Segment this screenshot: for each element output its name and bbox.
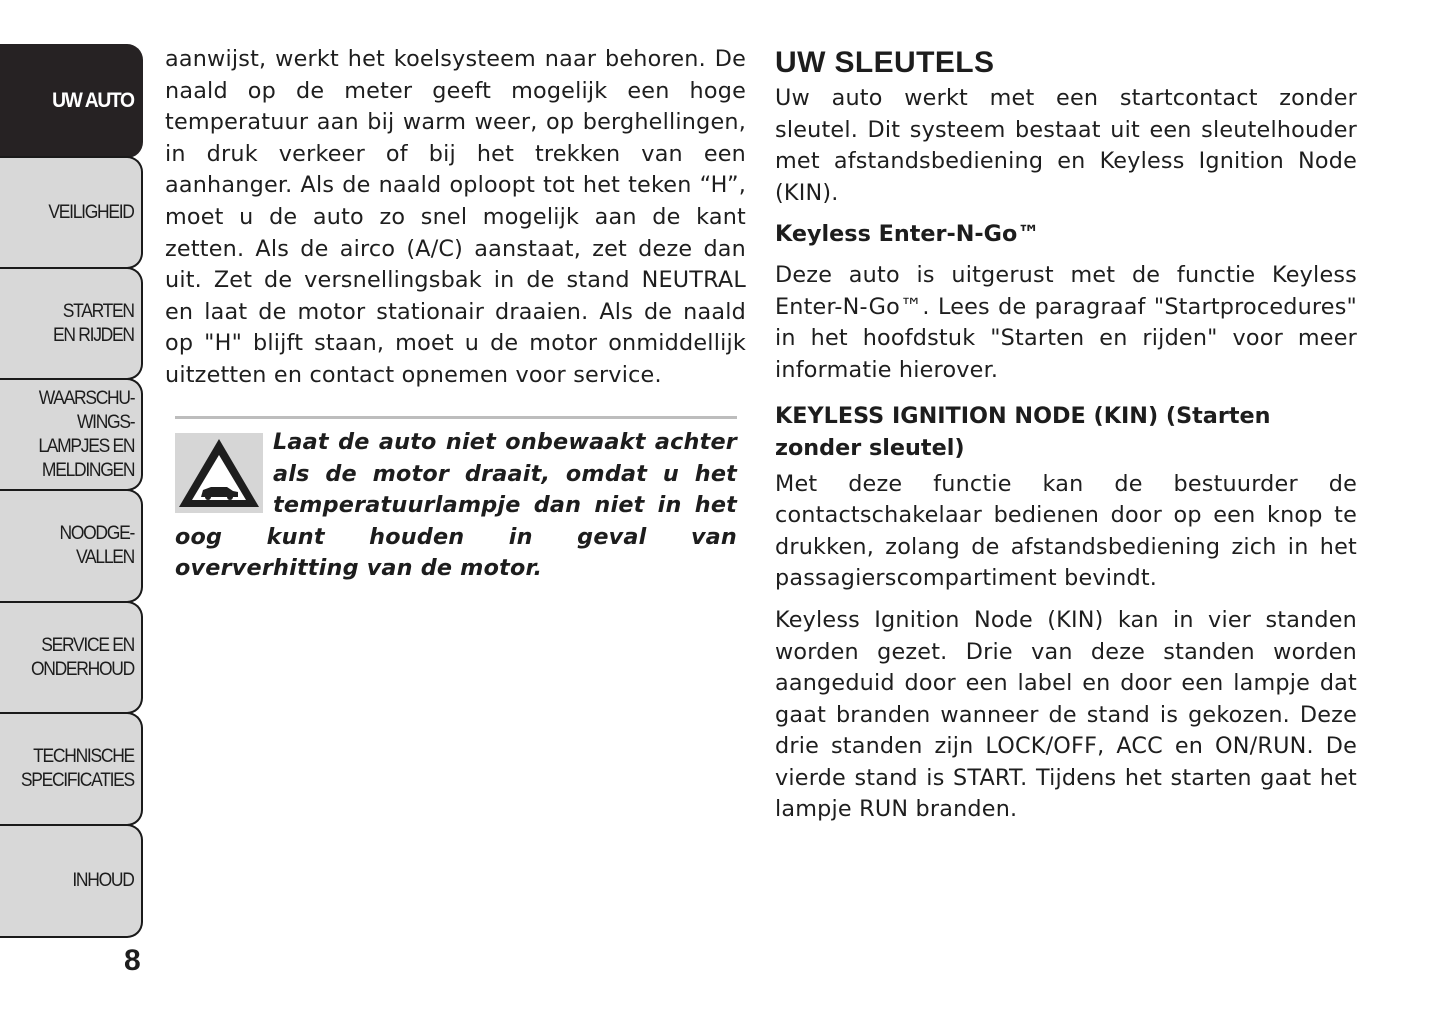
- page-number: 8: [124, 944, 141, 977]
- tab-label: SERVICE EN ONDERHOUD: [30, 634, 134, 680]
- keyless-paragraph: Deze auto is uitgerust met de functie Keyless Enter-N-Go™. Lees de paragraaf "Startprocedures" in het hoofdstuk "Starten en rijden" voor meer informatie hierover.: [775, 261, 1357, 383]
- subheading-keyless-enter-n-go: Keyless Enter-N-Go™: [775, 221, 1040, 248]
- warning-triangle-car-icon: [175, 433, 263, 513]
- tab-inhoud[interactable]: [0, 824, 143, 938]
- tab-label: STARTEN EN RIJDEN: [53, 300, 135, 346]
- tab-waarschuwingslampjes[interactable]: [0, 378, 143, 491]
- tab-label: VEILIGHEID: [48, 201, 134, 223]
- tab-label: UW AUTO: [52, 89, 134, 112]
- intro-paragraph: Uw auto werkt met een startcontact zonder sleutel. Dit systeem bestaat uit een sleutelhouder met afstandsbediening en Keyless Ignition Node (KIN).: [775, 85, 1357, 206]
- kin-paragraph: Met deze functie kan de bestuurder de contactschakelaar bedienen door op een knop te drukken, zolang de afstandsbediening zich in het passagierscompartiment bevindt.: [775, 470, 1357, 592]
- tab-technische-specificaties[interactable]: [0, 712, 143, 826]
- tab-uw-auto[interactable]: [0, 44, 143, 158]
- right-column: [775, 44, 1357, 826]
- tab-veiligheid[interactable]: [0, 156, 143, 269]
- tab-label: WAARSCHU- WINGS- LAMPJES EN MELDINGEN: [38, 387, 134, 481]
- tab-service-en-onderhoud[interactable]: [0, 601, 143, 714]
- tab-noodgevallen[interactable]: [0, 489, 143, 603]
- tab-label: TECHNISCHE SPECIFICATIES: [20, 746, 134, 791]
- left-column: [165, 44, 746, 392]
- warning-text: Laat de auto niet onbewaakt achter als de motor draait, omdat u het temperatuurlampje dan niet in het oog kunt houden in geval van oververhitting van de motor.: [175, 429, 737, 582]
- warning-box: [175, 416, 737, 585]
- tab-label: NOODGE- VALLEN: [59, 523, 134, 568]
- subheading-kin: KEYLESS IGNITION NODE (KIN) (Starten zonder sleutel): [775, 403, 1271, 461]
- tab-label: INHOUD: [72, 870, 134, 891]
- body-paragraph: aanwijst, werkt het koelsysteem naar behoren. De naald op de meter geeft mogelijk een hoge temperatuur aan bij warm weer, op berghellingen, in druk verkeer of bij het trekken van een aanhanger. Als de naald oploopt tot het teken “H”, moet u de auto zo snel mogelijk aan de kant zetten. Als de airco (A/C) aanstaat, zet deze dan uit. Zet de versnellingsbak in de stand NEUTRAL en laat de motor stationair draaien. Als de naald op "H" blijft staan, moet u de motor onmiddellijk uitzetten en contact opnemen voor service.: [165, 46, 746, 388]
- tab-starten-en-rijden[interactable]: [0, 267, 143, 380]
- kin-positions-paragraph: Keyless Ignition Node (KIN) kan in vier standen worden gezet. Drie van deze standen worden aangeduid door een label en door een lampje dat gaat branden wanneer de stand is gekozen. Deze drie standen zijn LOCK/OFF, ACC en ON/RUN. De vierde stand is START. Tijdens het starten gaat het lampje RUN branden.: [775, 606, 1357, 823]
- section-title: UW SLEUTELS: [775, 46, 995, 79]
